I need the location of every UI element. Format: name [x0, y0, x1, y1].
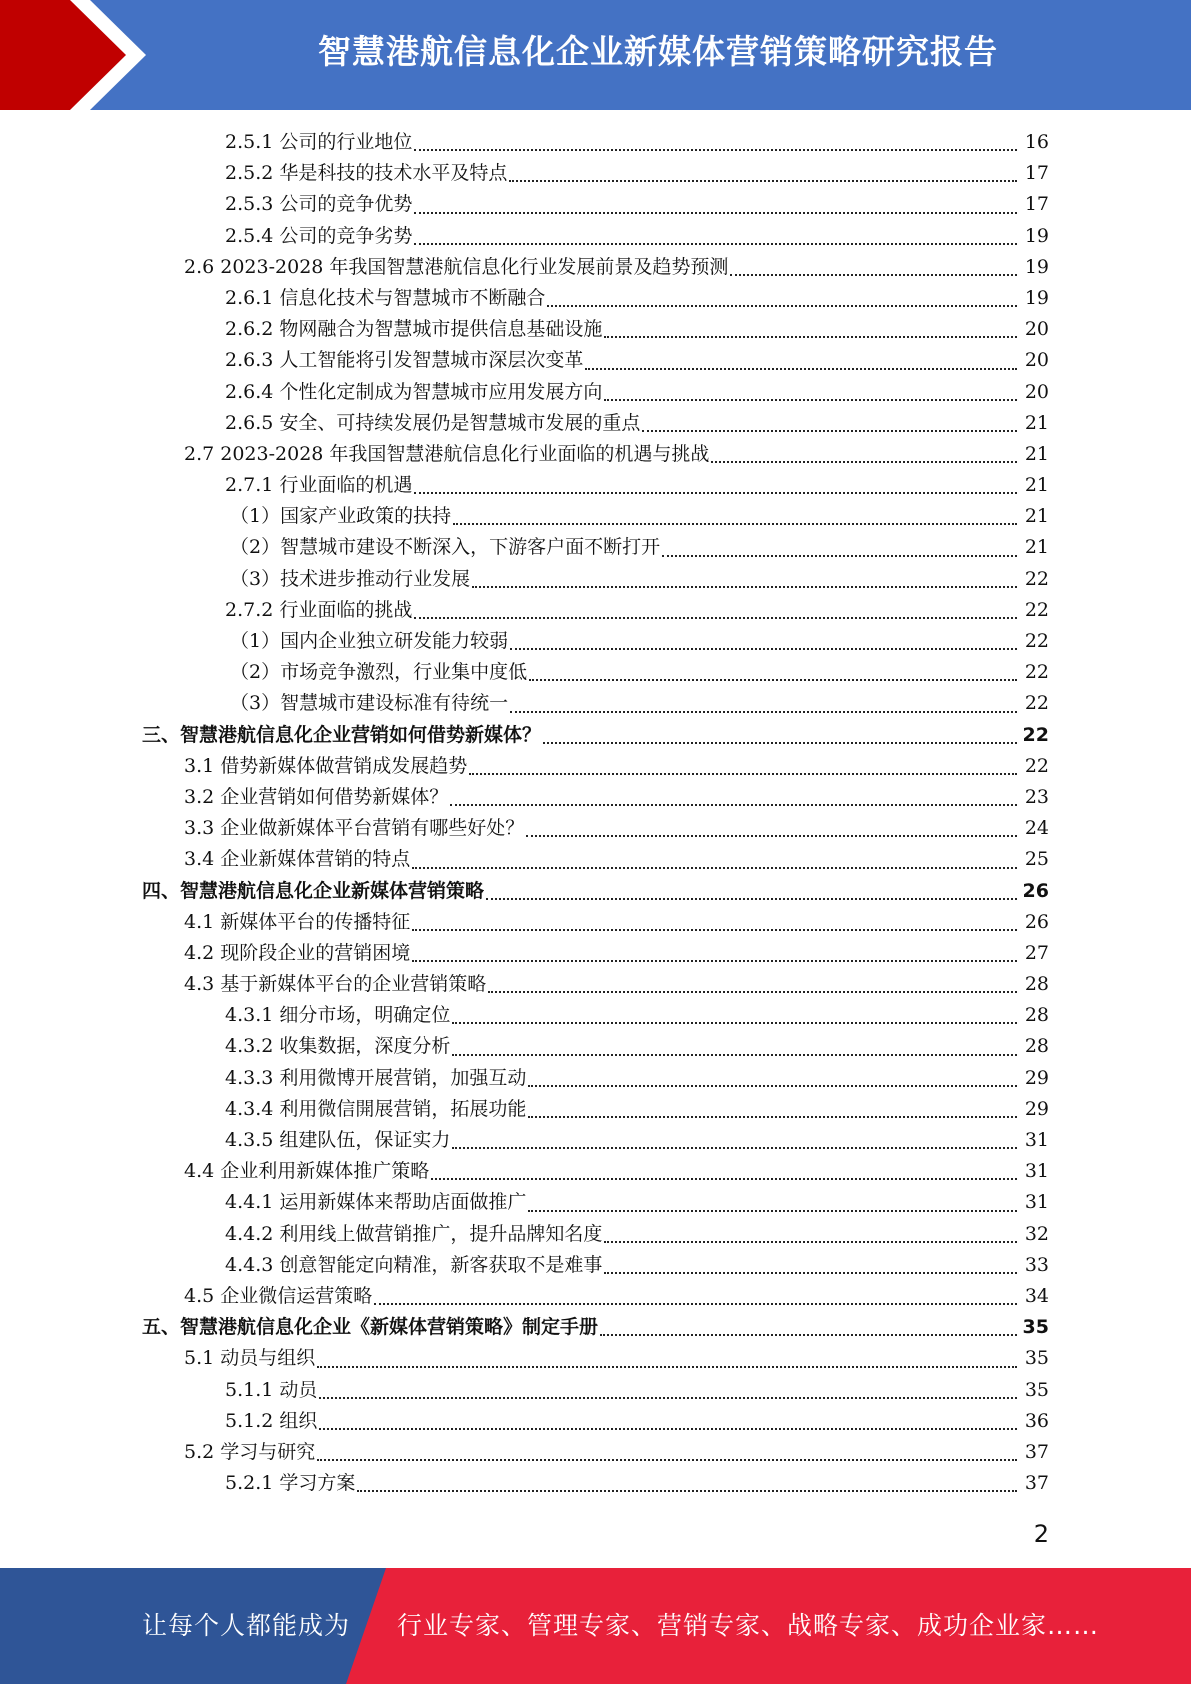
toc-dot-leader — [528, 1085, 1017, 1087]
toc-dot-leader — [529, 679, 1017, 681]
toc-entry-page: 21 — [1024, 505, 1049, 528]
toc-entry-page: 22 — [1024, 661, 1049, 684]
toc-entry-title: 2.5.4 公司的竞争劣势 — [225, 224, 413, 247]
toc-entry[interactable] — [0, 1187, 1191, 1218]
toc-dot-leader — [357, 1490, 1017, 1492]
toc-entry[interactable] — [0, 314, 1191, 345]
toc-entry-title: 4.2 现阶段企业的营销困境 — [184, 941, 411, 964]
toc-dot-leader — [711, 461, 1017, 463]
toc-entry-page: 17 — [1024, 162, 1049, 185]
toc-dot-leader — [543, 742, 1017, 744]
toc-entry[interactable] — [0, 189, 1191, 220]
toc-entry-title: 三、智慧港航信息化企业营销如何借势新媒体？ — [142, 723, 542, 746]
toc-dot-leader — [452, 1022, 1017, 1024]
toc-dot-leader — [730, 274, 1017, 276]
toc-entry-title: 4.3 基于新媒体平台的企业营销策略 — [184, 973, 487, 996]
toc-entry-page: 20 — [1024, 380, 1049, 403]
toc-entry-page: 21 — [1024, 442, 1049, 465]
toc-entry-page: 21 — [1024, 411, 1049, 434]
toc-entry-page: 37 — [1024, 1472, 1049, 1495]
toc-entry-page: 37 — [1024, 1440, 1049, 1463]
table-of-contents — [0, 127, 1191, 1499]
toc-entry-title: 3.3 企业做新媒体平台营销有哪些好处？ — [184, 817, 525, 840]
footer-slogan-right: 行业专家、管理专家、营销专家、战略专家、成功企业家…… — [397, 1611, 1100, 1640]
toc-entry-title: 4.3.3 利用微博开展营销，加强互动 — [225, 1066, 527, 1089]
toc-entry[interactable] — [0, 1219, 1191, 1250]
toc-entry[interactable] — [0, 1063, 1191, 1094]
toc-entry-title: 5.1.2 组织 — [225, 1409, 318, 1432]
toc-entry[interactable] — [0, 1125, 1191, 1156]
toc-entry-page: 23 — [1024, 785, 1049, 808]
toc-entry-page: 28 — [1024, 1035, 1049, 1058]
toc-entry[interactable] — [0, 782, 1191, 813]
toc-entry[interactable] — [0, 252, 1191, 283]
toc-entry[interactable] — [0, 876, 1191, 907]
toc-entry[interactable] — [0, 938, 1191, 969]
toc-entry-title: （3）智慧城市建设标准有待统一 — [230, 692, 509, 715]
toc-entry-page: 17 — [1024, 193, 1049, 216]
toc-dot-leader — [414, 617, 1017, 619]
toc-dot-leader — [528, 1210, 1017, 1212]
toc-dot-leader — [317, 1366, 1017, 1368]
toc-entry-page: 21 — [1024, 474, 1049, 497]
toc-entry-title: 4.3.5 组建队伍，保证实力 — [225, 1129, 451, 1151]
toc-dot-leader — [604, 336, 1017, 338]
toc-entry-title: （1）国内企业独立研发能力较弱 — [230, 630, 509, 652]
toc-entry-title: 2.7.2 行业面临的挑战 — [225, 598, 413, 621]
toc-entry-page: 26 — [1022, 879, 1049, 902]
toc-entry[interactable] — [0, 1437, 1191, 1468]
toc-entry-title: 2.7.1 行业面临的机遇 — [225, 474, 413, 497]
toc-entry-title: 4.3.4 利用微信開展营销，拓展功能 — [225, 1097, 527, 1120]
toc-entry-page: 27 — [1024, 941, 1049, 964]
toc-entry-page: 35 — [1024, 1378, 1049, 1401]
toc-entry-title: 2.6.1 信息化技术与智慧城市不断融合 — [225, 286, 546, 309]
toc-entry-page: 31 — [1024, 1191, 1049, 1214]
toc-entry[interactable] — [0, 408, 1191, 439]
toc-entry[interactable] — [0, 127, 1191, 158]
toc-entry[interactable] — [0, 595, 1191, 626]
toc-entry-title: （2）市场竞争激烈，行业集中度低 — [230, 661, 528, 684]
toc-entry-page: 32 — [1024, 1222, 1049, 1245]
toc-entry-page: 20 — [1024, 318, 1049, 341]
toc-dot-leader — [510, 648, 1017, 650]
toc-entry[interactable] — [0, 751, 1191, 782]
toc-entry-title: 4.3.1 细分市场，明确定位 — [225, 1004, 451, 1027]
header-title: 智慧港航信息化企业新媒体营销策略研究报告 — [318, 32, 998, 71]
toc-entry[interactable] — [0, 345, 1191, 376]
toc-entry-title: 2.6.4 个性化定制成为智慧城市应用发展方向 — [225, 380, 603, 403]
toc-entry-page: 33 — [1024, 1253, 1049, 1276]
toc-entry-title: 四、智慧港航信息化企业新媒体营销策略 — [142, 879, 485, 902]
toc-entry-title: 2.6.2 物网融合为智慧城市提供信息基础设施 — [225, 318, 603, 341]
toc-entry-title: 4.4.3 创意智能定向精准，新客获取不是难事 — [225, 1253, 603, 1276]
toc-entry-title: 4.1 新媒体平台的传播特征 — [184, 910, 411, 933]
toc-entry-page: 22 — [1024, 630, 1049, 652]
toc-entry[interactable] — [0, 1312, 1191, 1343]
toc-entry-page: 28 — [1024, 973, 1049, 996]
toc-entry[interactable] — [0, 688, 1191, 719]
toc-entry[interactable] — [0, 377, 1191, 408]
toc-entry[interactable] — [0, 844, 1191, 875]
page-header — [0, 0, 1191, 110]
toc-dot-leader — [604, 399, 1017, 401]
toc-dot-leader — [486, 898, 1017, 900]
toc-dot-leader — [412, 960, 1017, 962]
toc-entry-title: 五、智慧港航信息化企业《新媒体营销策略》制定手册 — [142, 1316, 599, 1339]
toc-entry-page: 16 — [1024, 131, 1049, 153]
toc-entry[interactable] — [0, 1375, 1191, 1406]
toc-entry-title: 2.6.5 安全、可持续发展仍是智慧城市发展的重点 — [225, 411, 641, 434]
toc-entry[interactable] — [0, 1343, 1191, 1374]
toc-entry-title: （2）智慧城市建设不断深入，下游客户面不断打开 — [230, 536, 661, 559]
toc-entry[interactable] — [0, 221, 1191, 252]
toc-entry-title: 2.5.1 公司的行业地位 — [225, 131, 413, 153]
toc-entry-title: 5.1.1 动员 — [225, 1378, 318, 1401]
toc-entry[interactable] — [0, 501, 1191, 532]
toc-entry-page: 19 — [1024, 286, 1049, 309]
page-number: 2 — [1033, 1520, 1049, 1548]
toc-dot-leader — [662, 555, 1017, 557]
toc-dot-leader — [528, 1116, 1017, 1118]
toc-entry[interactable] — [0, 1000, 1191, 1031]
toc-entry[interactable] — [0, 564, 1191, 595]
toc-dot-leader — [642, 430, 1017, 432]
toc-dot-leader — [450, 804, 1017, 806]
toc-entry[interactable] — [0, 532, 1191, 563]
toc-dot-leader — [604, 1241, 1017, 1243]
toc-dot-leader — [472, 586, 1017, 588]
toc-dot-leader — [604, 1272, 1017, 1274]
toc-entry-page: 34 — [1024, 1284, 1049, 1307]
toc-entry-title: 3.4 企业新媒体营销的特点 — [184, 848, 411, 871]
toc-entry-title: 2.7 2023-2028 年我国智慧港航信息化行业面临的机遇与挑战 — [184, 442, 710, 465]
toc-entry-page: 22 — [1024, 754, 1049, 777]
toc-entry-page: 35 — [1022, 1316, 1049, 1339]
toc-entry[interactable] — [0, 1094, 1191, 1125]
toc-entry-page: 31 — [1024, 1129, 1049, 1151]
toc-entry[interactable] — [0, 1281, 1191, 1312]
toc-dot-leader — [453, 523, 1017, 525]
toc-entry-title: 4.4 企业利用新媒体推广策略 — [184, 1160, 430, 1183]
toc-entry-page: 19 — [1024, 255, 1049, 278]
toc-dot-leader — [526, 835, 1017, 837]
toc-dot-leader — [510, 711, 1017, 713]
toc-entry-title: 5.2 学习与研究 — [184, 1440, 316, 1463]
toc-dot-leader — [317, 1459, 1017, 1461]
toc-entry-page: 35 — [1024, 1347, 1049, 1370]
toc-dot-leader — [431, 1178, 1017, 1180]
toc-entry-page: 22 — [1022, 723, 1049, 746]
toc-entry[interactable] — [0, 1250, 1191, 1281]
toc-dot-leader — [469, 773, 1017, 775]
toc-dot-leader — [414, 149, 1017, 151]
toc-dot-leader — [414, 492, 1017, 494]
toc-entry[interactable] — [0, 1406, 1191, 1437]
toc-dot-leader — [319, 1428, 1017, 1430]
toc-dot-leader — [452, 1147, 1017, 1149]
toc-entry[interactable] — [0, 1031, 1191, 1062]
toc-entry-page: 19 — [1024, 224, 1049, 247]
toc-entry-title: 4.4.1 运用新媒体来帮助店面做推广 — [225, 1191, 527, 1214]
toc-entry-page: 31 — [1024, 1160, 1049, 1183]
toc-entry-page: 28 — [1024, 1004, 1049, 1027]
toc-dot-leader — [509, 180, 1017, 182]
toc-entry-title: 5.2.1 学习方案 — [225, 1472, 356, 1495]
toc-entry[interactable] — [0, 813, 1191, 844]
toc-dot-leader — [374, 1303, 1017, 1305]
toc-entry-title: 3.2 企业营销如何借势新媒体？ — [184, 785, 449, 808]
toc-dot-leader — [547, 305, 1017, 307]
toc-entry-title: 2.5.3 公司的竞争优势 — [225, 193, 413, 216]
toc-entry-page: 22 — [1024, 567, 1049, 590]
toc-entry-page: 22 — [1024, 598, 1049, 621]
toc-entry-title: 4.4.2 利用线上做营销推广，提升品牌知名度 — [225, 1222, 603, 1245]
toc-entry-page: 22 — [1024, 692, 1049, 715]
toc-entry[interactable] — [0, 657, 1191, 688]
toc-entry-page: 20 — [1024, 349, 1049, 372]
toc-dot-leader — [412, 867, 1017, 869]
toc-entry-title: 4.3.2 收集数据，深度分析 — [225, 1035, 451, 1058]
footer-slogan-left: 让每个人都能成为 — [142, 1611, 351, 1640]
toc-entry-title: （3）技术进步推动行业发展 — [230, 567, 471, 590]
toc-dot-leader — [319, 1397, 1017, 1399]
toc-entry-title: 2.6 2023-2028 年我国智慧港航信息化行业发展前景及趋势预测 — [184, 255, 729, 278]
toc-entry[interactable] — [0, 969, 1191, 1000]
toc-entry-title: （1）国家产业政策的扶持 — [230, 505, 452, 528]
toc-entry[interactable] — [0, 1468, 1191, 1499]
toc-entry-page: 36 — [1024, 1409, 1049, 1432]
toc-entry-title: 2.5.2 华是科技的技术水平及特点 — [225, 162, 508, 185]
toc-dot-leader — [414, 243, 1017, 245]
toc-entry[interactable] — [0, 1156, 1191, 1187]
toc-entry[interactable] — [0, 470, 1191, 501]
toc-entry-page: 24 — [1024, 817, 1049, 840]
toc-entry-page: 29 — [1024, 1066, 1049, 1089]
toc-dot-leader — [600, 1334, 1017, 1336]
toc-entry-page: 26 — [1024, 910, 1049, 933]
toc-entry-page: 21 — [1024, 536, 1049, 559]
toc-entry-page: 29 — [1024, 1097, 1049, 1120]
toc-entry-page: 25 — [1024, 848, 1049, 871]
toc-entry[interactable] — [0, 283, 1191, 314]
toc-entry-title: 5.1 动员与组织 — [184, 1347, 316, 1370]
toc-entry-title: 4.5 企业微信运营策略 — [184, 1284, 373, 1307]
toc-entry[interactable] — [0, 907, 1191, 938]
toc-entry[interactable] — [0, 439, 1191, 470]
toc-dot-leader — [488, 991, 1017, 993]
toc-entry[interactable] — [0, 158, 1191, 189]
toc-entry[interactable] — [0, 626, 1191, 657]
toc-dot-leader — [414, 212, 1017, 214]
toc-entry-title: 3.1 借势新媒体做营销成发展趋势 — [184, 754, 468, 777]
toc-entry-title: 2.6.3 人工智能将引发智慧城市深层次变革 — [225, 349, 584, 372]
toc-entry[interactable] — [0, 720, 1191, 751]
toc-dot-leader — [585, 368, 1017, 370]
page-footer — [0, 1568, 1191, 1684]
toc-dot-leader — [412, 929, 1017, 931]
toc-dot-leader — [452, 1054, 1017, 1056]
